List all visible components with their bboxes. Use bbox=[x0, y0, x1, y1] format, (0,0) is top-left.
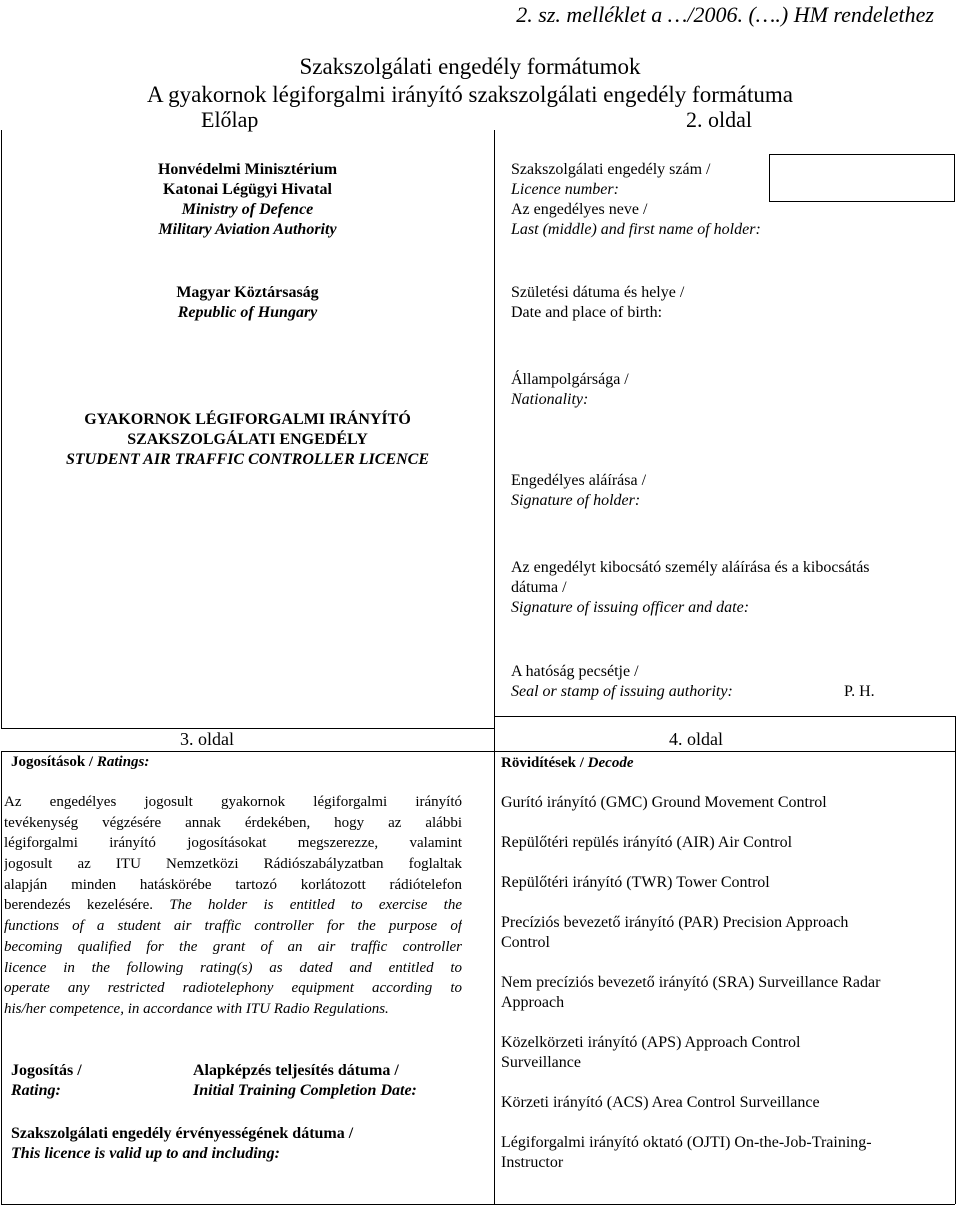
ratings-body-en-start: The holder is entitled to exercise the bbox=[169, 897, 462, 914]
validity-hu: Szakszolgálati engedély érvényességének dátuma / bbox=[11, 1125, 354, 1142]
abbreviation-line: Control bbox=[501, 934, 550, 951]
nationality-en: Nationality: bbox=[511, 391, 589, 408]
abbreviation-line: Approach bbox=[501, 994, 565, 1011]
document-subtitle: A gyakornok légiforgalmi irányító szakszolgálati engedély formátuma bbox=[147, 82, 793, 107]
rating-hu: Jogosítás / bbox=[11, 1062, 82, 1079]
licence-title-hu-1: GYAKORNOK LÉGIFORGALMI IRÁNYÍTÓ bbox=[84, 411, 411, 428]
birth-label bbox=[511, 283, 684, 323]
seal-en: Seal or stamp of issuing authority: bbox=[511, 683, 733, 700]
ministry-en: Ministry of Defence bbox=[181, 201, 314, 218]
ratings-body-line: alapján minden hatáskörébe tartozó korlátozott rádiótelefon bbox=[4, 876, 462, 893]
abbreviation-line: Körzeti irányító (ACS) Area Control Surveillance bbox=[501, 1094, 820, 1111]
holder-name-hu: Az engedélyes neve / bbox=[511, 201, 648, 218]
document-title: Szakszolgálati engedély formátumok bbox=[299, 54, 641, 79]
frame-bottom-left-border bbox=[1, 751, 2, 1204]
abbreviation-item bbox=[501, 1033, 949, 1073]
holder-signature-hu: Engedélyes aláírása / bbox=[511, 472, 647, 489]
abbreviation-line: Repülőtéri irányító (TWR) Tower Control bbox=[501, 874, 770, 891]
country-en: Republic of Hungary bbox=[177, 304, 318, 321]
holder-signature-en: Signature of holder: bbox=[511, 492, 641, 509]
licence-number-hu: Szakszolgálati engedély szám / bbox=[511, 161, 711, 178]
ratings-body-line: tevékenység végzésére annak érdekében, hogy az alábbi bbox=[4, 814, 462, 831]
ratings-heading bbox=[11, 752, 149, 772]
nationality-hu: Állampolgársága / bbox=[511, 371, 629, 388]
front-page-label: Előlap bbox=[201, 107, 259, 132]
issuer-signature-hu-2: dátuma / bbox=[511, 579, 567, 596]
decode-heading bbox=[501, 753, 633, 773]
issuer-signature-label bbox=[511, 558, 870, 618]
ratings-body-line: jogosult az ITU Nemzetközi Rádiószabályzatban foglaltak bbox=[4, 856, 462, 873]
front-issuer-block bbox=[1, 160, 494, 240]
abbreviation-item bbox=[501, 833, 949, 853]
abbreviation-item bbox=[501, 793, 949, 813]
abbreviation-line: Légiforgalmi irányító oktató (OJTI) On-the-Job-Training- bbox=[501, 1134, 872, 1151]
annex-reference: 2. sz. melléklet a …/2006. (….) HM rendelethez bbox=[516, 2, 934, 27]
ratings-body-en-line: functions of a student air traffic controller for the purpose of bbox=[4, 918, 462, 935]
abbreviation-list bbox=[501, 793, 949, 1193]
frame-bottom-bottom bbox=[1, 1204, 955, 1205]
abbreviation-line: Precíziós bevezető irányító (PAR) Precision Approach bbox=[501, 914, 849, 931]
abbreviation-line: Instructor bbox=[501, 1154, 564, 1171]
authority-hu: Katonai Légügyi Hivatal bbox=[163, 181, 332, 198]
abbreviation-item bbox=[501, 873, 949, 893]
ratings-body-en-line: operate any restricted radiotelephony equipment according to bbox=[4, 980, 462, 997]
training-date-hu: Alapképzés teljesítés dátuma / bbox=[193, 1062, 399, 1079]
front-country-block bbox=[1, 283, 494, 323]
ratings-heading-en: Ratings: bbox=[96, 754, 150, 770]
abbreviation-line: Repülőtéri repülés irányító (AIR) Air Control bbox=[501, 834, 793, 851]
birth-hu: Születési dátuma és helye / bbox=[511, 284, 685, 301]
abbreviation-item bbox=[501, 973, 949, 1013]
licence-number-field[interactable] bbox=[769, 154, 955, 202]
validity-en: This licence is valid up to and including: bbox=[11, 1145, 280, 1162]
issuer-signature-hu-1: Az engedélyt kibocsátó személy aláírása és a kibocsátás bbox=[511, 559, 870, 576]
ratings-body-en-line: his/her competence, in accordance with ITU Radio Regulations. bbox=[4, 1000, 389, 1017]
nationality-label bbox=[511, 370, 629, 410]
abbreviation-item bbox=[501, 1133, 949, 1173]
frame-right-border bbox=[955, 716, 956, 1204]
licence-title-hu-2: SZAKSZOLGÁLATI ENGEDÉLY bbox=[127, 431, 368, 448]
licence-number-en: Licence number: bbox=[511, 181, 619, 198]
ratings-body bbox=[4, 792, 462, 1020]
abbreviation-line: Surveillance bbox=[501, 1054, 581, 1071]
birth-en: Date and place of birth: bbox=[511, 304, 663, 321]
licence-number-label bbox=[511, 160, 761, 240]
ratings-body-en-line: becoming qualified for the grant of an air traffic controller bbox=[4, 938, 462, 955]
front-licence-title bbox=[1, 410, 494, 470]
ratings-body-en-line: licence in the following rating(s) as dated and entitled to bbox=[4, 959, 462, 976]
seal-label bbox=[511, 662, 733, 702]
ratings-body-line: Az engedélyes jogosult gyakornok légiforgalmi irányító bbox=[4, 794, 462, 810]
ratings-body-mixed-line bbox=[4, 895, 462, 916]
decode-heading-hu: Rövidítések / bbox=[501, 755, 588, 771]
abbreviation-line: Gurító irányító (GMC) Ground Movement Control bbox=[501, 794, 827, 811]
page4-label: 4. oldal bbox=[669, 729, 723, 749]
page2-label: 2. oldal bbox=[686, 107, 752, 132]
licence-title-en: STUDENT AIR TRAFFIC CONTROLLER LICENCE bbox=[65, 451, 430, 468]
frame-top-right-bottom bbox=[494, 716, 955, 717]
country-hu: Magyar Köztársaság bbox=[176, 284, 319, 301]
frame-top-left-bottom bbox=[1, 728, 494, 729]
seal-hu: A hatóság pecsétje / bbox=[511, 663, 639, 680]
training-date-en: Initial Training Completion Date: bbox=[193, 1082, 417, 1099]
training-date-label bbox=[193, 1061, 417, 1101]
ratings-body-hu-end: berendezés kezelésére. bbox=[4, 897, 170, 914]
abbreviation-line: Közelkörzeti irányító (APS) Approach Control bbox=[501, 1034, 801, 1051]
frame-center-divider bbox=[494, 130, 495, 1204]
validity-label bbox=[11, 1124, 353, 1164]
issuer-signature-en: Signature of issuing officer and date: bbox=[511, 599, 750, 616]
abbreviation-item bbox=[501, 913, 949, 953]
abbreviation-line: Nem precíziós bevezető irányító (SRA) Surveillance Radar bbox=[501, 974, 881, 991]
ratings-heading-hu: Jogosítások / bbox=[11, 754, 97, 770]
holder-name-en: Last (middle) and first name of holder: bbox=[511, 221, 761, 238]
ratings-body-line: légiforgalmi irányító jogosításokat megszerezze, valamint bbox=[4, 835, 462, 852]
page3-label: 3. oldal bbox=[180, 729, 234, 749]
holder-signature-label bbox=[511, 471, 646, 511]
seal-placeholder: P. H. bbox=[844, 683, 875, 700]
rating-field-label bbox=[11, 1061, 82, 1101]
authority-en: Military Aviation Authority bbox=[158, 221, 337, 238]
abbreviation-item bbox=[501, 1093, 949, 1113]
ministry-hu: Honvédelmi Minisztérium bbox=[157, 161, 338, 178]
decode-heading-en: Decode bbox=[587, 755, 634, 771]
rating-en: Rating: bbox=[11, 1082, 61, 1099]
